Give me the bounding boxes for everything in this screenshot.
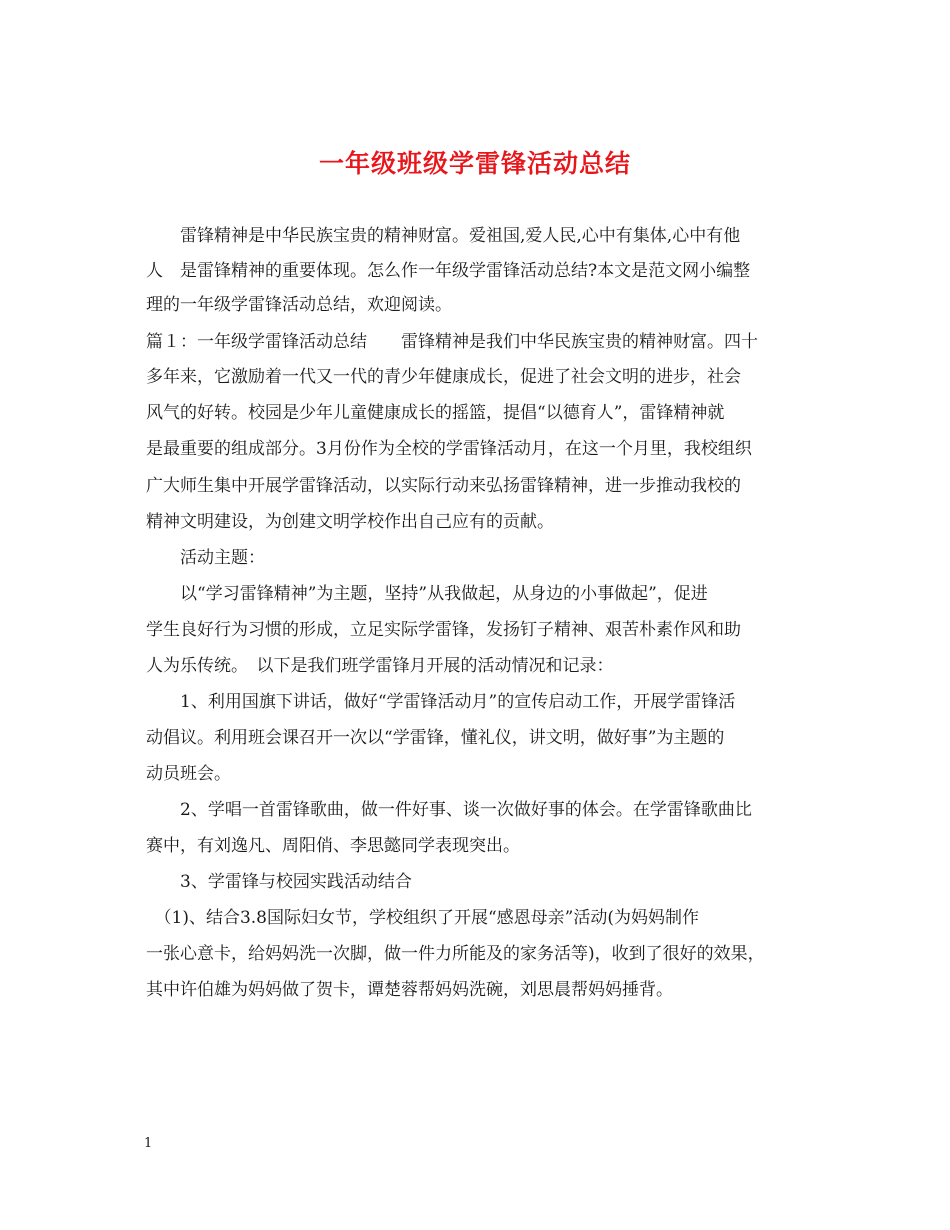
- text-line: 风气的好转。校园是少年儿童健康成长的摇篮，提倡“以德育人”，雷锋精神就: [146, 403, 725, 423]
- text-line: 篇１：一年级学雷锋活动总结 雷锋精神是我们中华民族宝贵的精神财富。四十: [146, 332, 758, 352]
- text-line: 是最重要的组成部分。3月份作为全校的学雷锋活动月，在这一个月里，我校组织: [146, 439, 752, 459]
- text-line: 动员班会。: [146, 764, 231, 784]
- text-line: 一张心意卡，给妈妈洗一次脚，做一件力所能及的家务活等)，收到了很好的效果，: [146, 944, 765, 964]
- text-line: 3、学雷锋与校园实践活动结合: [146, 872, 412, 892]
- text-line: 人 是雷锋精神的重要体现。怎么作一年级学雷锋活动总结?本文是范文网小编整: [146, 261, 751, 281]
- text-line: 赛中，有刘逸凡、周阳俏、李思懿同学表现突出。: [146, 836, 520, 856]
- text-line: 精神文明建设，为创建文明学校作出自己应有的贡献。: [146, 512, 554, 532]
- text-line: 理的一年级学雷锋活动总结，欢迎阅读。: [146, 295, 452, 315]
- text-line: 人为乐传统。 以下是我们班学雷锋月开展的活动情况和记录：: [146, 656, 614, 676]
- text-line: 广大师生集中开展学雷锋活动，以实际行动来弘扬雷锋精神，进一步推动我校的: [146, 476, 741, 496]
- page-number: 1: [144, 1136, 153, 1151]
- document-title: 一年级班级学雷锋活动总结: [318, 149, 631, 178]
- text-line: （1)、结合3.8国际妇女节，学校组织了开展“感恩母亲”活动(为妈妈制作: [146, 908, 699, 928]
- text-line: 动倡议。利用班会课召开一次以“学雷锋，懂礼仪，讲文明，做好事”为主题的: [146, 728, 725, 748]
- text-line: 多年来，它激励着一代又一代的青少年健康成长，促进了社会文明的进步，社会: [146, 367, 741, 387]
- text-line: 学生良好行为习惯的形成，立足实际学雷锋，发扬钉子精神、艰苦朴素作风和助: [146, 620, 741, 640]
- text-line: 以“学习雷锋精神”为主题，坚持”从我做起，从身边的小事做起”，促进: [146, 584, 708, 604]
- text-line: 2、学唱一首雷锋歌曲，做一件好事、谈一次做好事的体会。在学雷锋歌曲比: [146, 800, 752, 820]
- text-line: 其中许伯雄为妈妈做了贺卡，谭楚蓉帮妈妈洗碗，刘思晨帮妈妈捶背。: [146, 980, 673, 1000]
- text-line: 雷锋精神是中华民族宝贵的精神财富。爱祖国,爱人民,心中有集体,心中有他: [146, 226, 741, 246]
- text-line: 1、利用国旗下讲话，做好“学雷锋活动月”的宣传启动工作，开展学雷锋活: [146, 692, 736, 712]
- text-line: 活动主题：: [146, 548, 265, 568]
